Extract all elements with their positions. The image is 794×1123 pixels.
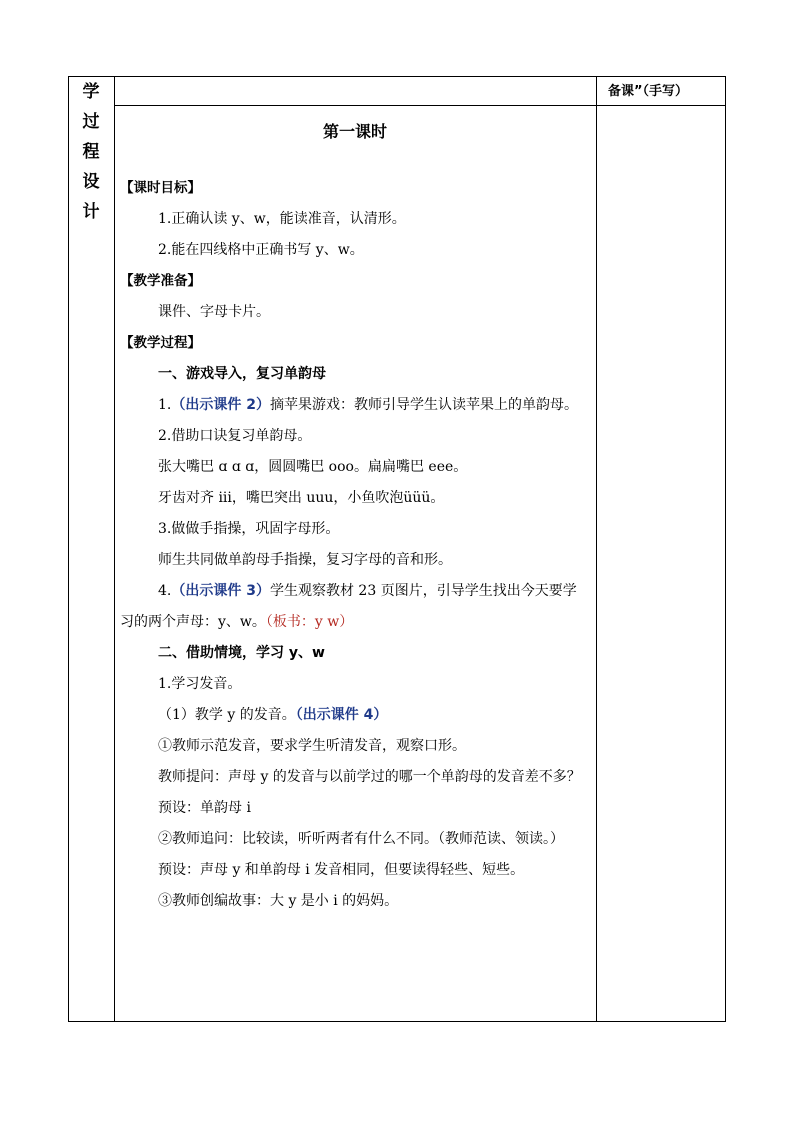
side-label-char: 设 — [82, 172, 100, 192]
section-2-title: 二、借助情境，学习 y、w — [158, 645, 325, 661]
table-right-border — [725, 76, 726, 1022]
step-paragraph — [114, 700, 596, 731]
step-text: 学生观察教材 23 页图片，引导学生找出今天要学习的两个声母：y、w。 — [120, 583, 577, 630]
side-label-char: 计 — [82, 202, 100, 222]
board-note-value: y w — [314, 614, 340, 630]
table-bottom-border — [68, 1021, 726, 1022]
side-label-char: 程 — [82, 142, 100, 162]
board-note-open: （板书： — [265, 614, 315, 630]
process-header: 【教学过程】 — [120, 335, 201, 351]
step-paragraph: 3.做做手指操，巩固字母形。 — [158, 521, 340, 537]
side-label — [68, 77, 114, 227]
goal-item: 2.能在四线格中正确书写 y、w。 — [158, 242, 364, 258]
header-row-divider — [114, 105, 726, 106]
step-paragraph: ②教师追问：比较读，听听两者有什么不同。（教师范读、领读。） — [158, 831, 564, 847]
courseware-tag: （出示课件 3） — [171, 583, 270, 599]
side-label-char: 学 — [82, 82, 100, 102]
step-paragraph — [114, 390, 596, 421]
step-paragraph: 师生共同做单韵母手指操，复习字母的音和形。 — [158, 552, 452, 568]
step-paragraph: ③教师创编故事：大 y 是小 i 的妈妈。 — [158, 893, 399, 909]
step-paragraph: 教师提问：声母 y 的发音与以前学过的哪一个单韵母的发音差不多？ — [158, 769, 581, 785]
step-paragraph: 预设：单韵母 i — [158, 800, 251, 816]
lesson-title: 第一课时 — [322, 122, 387, 141]
courseware-tag: （出示课件 2） — [171, 397, 270, 413]
courseware-tag: （出示课件 4） — [295, 707, 388, 723]
prep-text: 课件、字母卡片。 — [158, 304, 270, 320]
column-divider-2 — [596, 76, 597, 1022]
step-text: （1）教学 y 的发音。 — [158, 707, 296, 723]
step-paragraph: 2.借助口诀复习单韵母。 — [158, 428, 312, 444]
step-paragraph: ①教师示范发音，要求学生听清发音，观察口形。 — [158, 738, 466, 754]
goal-item: 1.正确认读 y、w，能读准音，认清形。 — [158, 211, 406, 227]
step-text: 摘苹果游戏：教师引导学生认读苹果上的单韵母。 — [269, 397, 578, 413]
lesson-content — [114, 107, 596, 917]
board-note-close: ） — [339, 614, 354, 630]
step-number: 4. — [158, 583, 172, 599]
table-top-border — [68, 76, 726, 77]
chant-line: 张大嘴巴 ɑ ɑ ɑ，圆圆嘴巴 ooo。扁扁嘴巴 eee。 — [158, 459, 468, 475]
side-label-char: 过 — [82, 112, 100, 132]
step-number: 1. — [158, 397, 172, 413]
notes-column-header: 备课”（手写） — [608, 84, 689, 99]
step-paragraph: 预设：声母 y 和单韵母 i 发音相同，但要读得轻些、短些。 — [158, 862, 525, 878]
step-paragraph: 1.学习发音。 — [158, 676, 242, 692]
step-paragraph — [114, 576, 596, 638]
prep-header: 【教学准备】 — [120, 273, 201, 289]
section-1-title: 一、游戏导入，复习单韵母 — [158, 366, 326, 382]
goals-header: 【课时目标】 — [120, 180, 201, 196]
chant-line: 牙齿对齐 iii，嘴巴突出 uuu，小鱼吹泡üüü。 — [158, 490, 445, 506]
